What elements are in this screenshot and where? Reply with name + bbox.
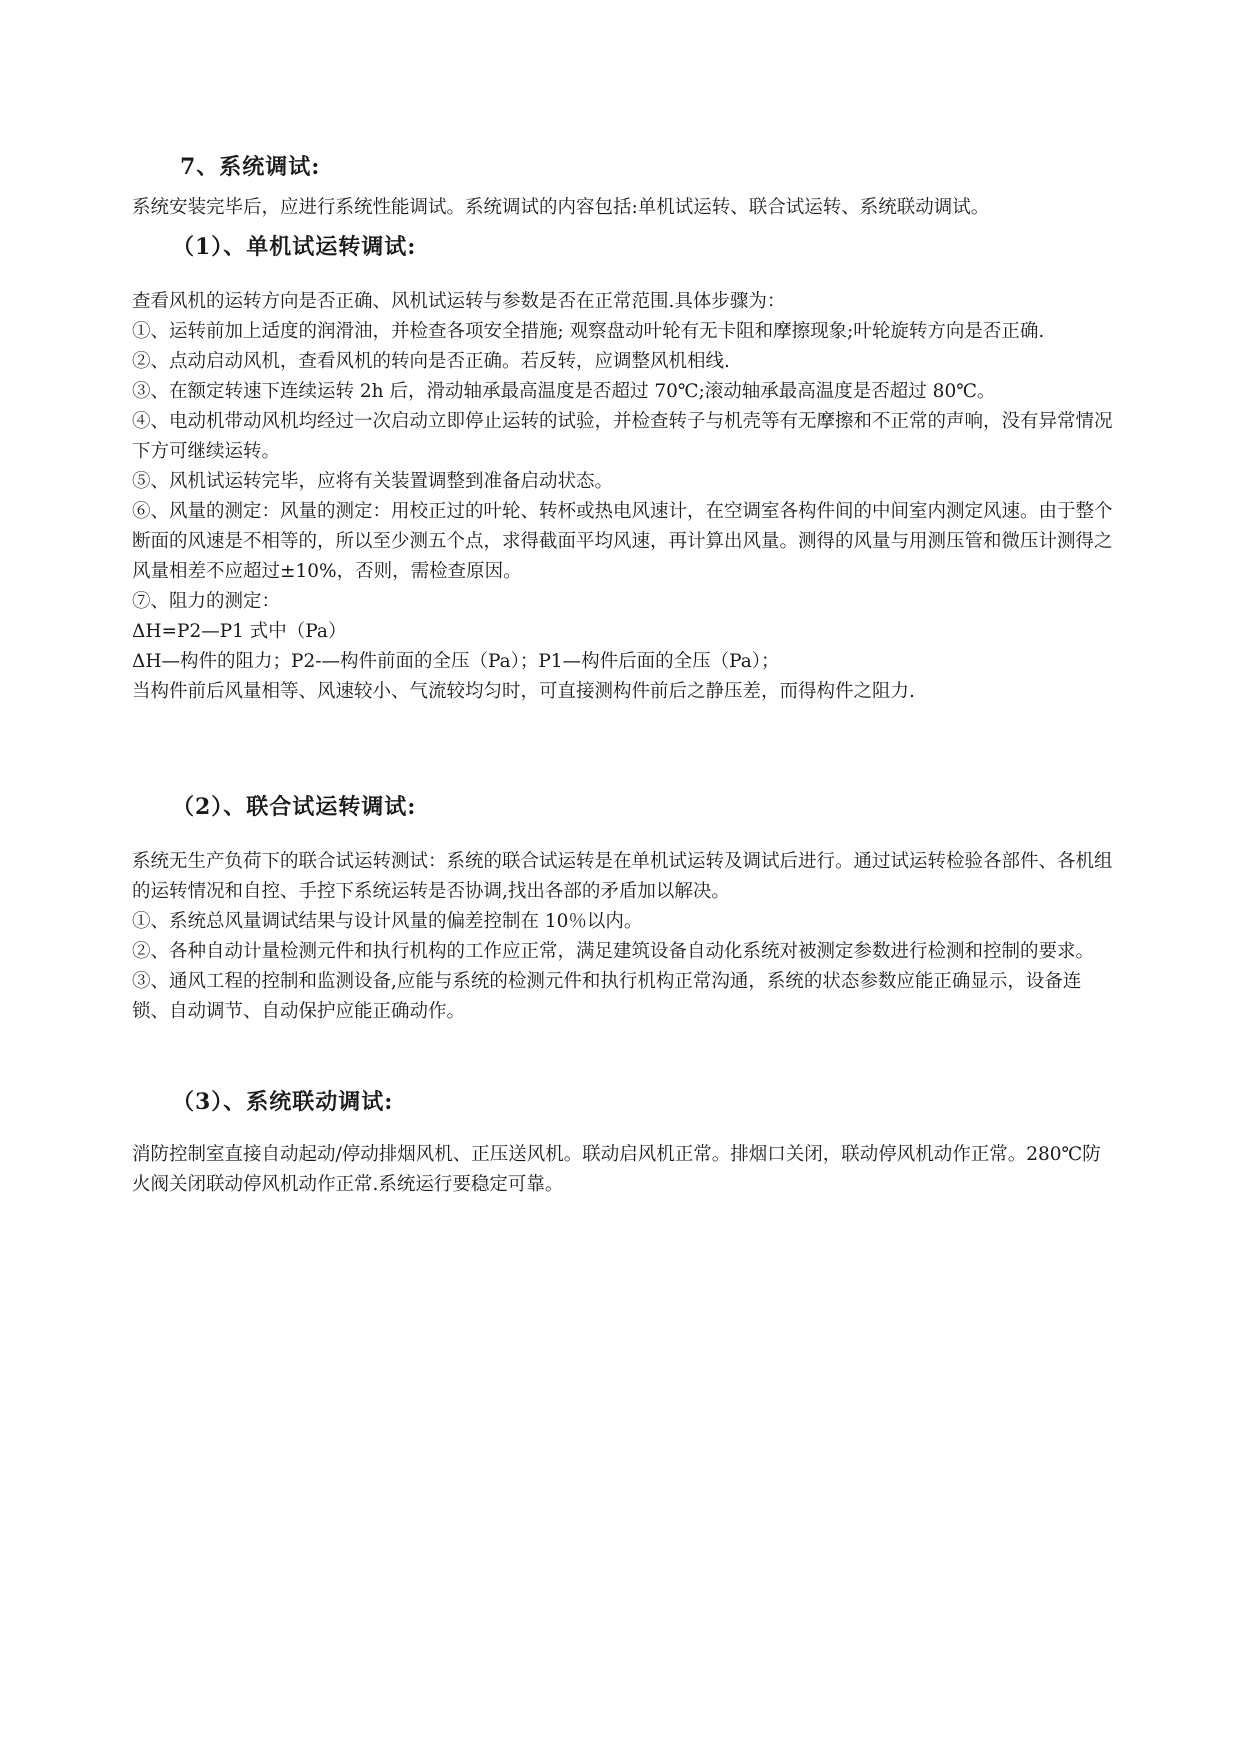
paragraph: 消防控制室直接自动起动/停动排烟风机、正压送风机。联动启风机正常。排烟口关闭，联动停风机动作正常。280℃防火阀关闭联动停风机动作正常.系统运行要稳定可靠。 [132,1144,1101,1195]
paragraph: 查看风机的运转方向是否正确、风机试运转与参数是否在正常范围.具体步骤为： [132,291,786,312]
paragraph: ①、运转前加上适度的润滑油，并检查各项安全措施; 观察盘动叶轮有无卡阻和摩擦现象;叶轮旋转方向是否正确. [132,321,1045,342]
formula-definition: ΔH—构件的阻力；P2-—构件前面的全压（Pa）；P1—构件后面的全压（Pa）； [132,651,780,672]
formula-line: ΔH=P2—P1 式中（Pa） [132,621,347,642]
paragraph: ⑦、阻力的测定： [132,591,281,612]
paragraph: 系统无生产负荷下的联合试运转测试：系统的联合试运转是在单机试运转及调试后进行。通过试运转检验各部件、各机组的运转情况和自控、手控下系统运转是否协调,找出各部的矛盾加以解决。 [132,851,1113,902]
section-intro [132,193,1117,223]
subsection-2-title: （2）、联合试运转调试: [172,794,417,820]
paragraph: ④、电动机带动风机均经过一次启动立即停止运转的试验，并检查转子与机壳等有无摩擦和不正常的声响，没有异常情况下方可继续运转。 [132,411,1113,462]
paragraph: 当构件前后风量相等、风速较小、气流较均匀时，可直接测构件前后之静压差，而得构件之阻力. [132,681,915,702]
paragraph: ⑥、风量的测定：风量的测定：用校正过的叶轮、转杯或热电风速计，在空调室各构件间的中间室内测定风速。由于整个断面的风速是不相等的，所以至少测五个点，求得截面平均风速，再计算出风量。测得的风量与用测压管和微压计测得之风量相差不应超过±10%，否则，需检查原因。 [132,501,1113,582]
subsection-3-title: （3）、系统联动调试: [172,1089,394,1115]
subsection-1-body [132,287,1117,707]
paragraph: ②、点动启动风机，查看风机的转向是否正确。若反转，应调整风机相线. [132,351,730,372]
paragraph: ③、通风工程的控制和监测设备,应能与系统的检测元件和执行机构正常沟通，系统的状态参数应能正确显示，设备连锁、自动调节、自动保护应能正确动作。 [132,971,1082,1022]
paragraph: ③、在额定转速下连续运转 2h 后，滑动轴承最高温度是否超过 70℃;滚动轴承最高温度是否超过 80℃。 [132,381,996,402]
subsection-1-title: （1）、单机试运转调试: [172,234,417,260]
subsection-3-body [132,1140,1117,1200]
paragraph: ②、各种自动计量检测元件和执行机构的工作应正常，满足建筑设备自动化系统对被测定参数进行检测和控制的要求。 [132,941,1095,962]
section-title: 7、系统调试: [180,154,321,180]
paragraph: ①、系统总风量调试结果与设计风量的偏差控制在 10％以内。 [132,911,643,932]
intro-paragraph: 系统安装完毕后，应进行系统性能调试。系统调试的内容包括:单机试运转、联合试运转、系统联动调试。 [132,197,990,218]
paragraph: ⑤、风机试运转完毕，应将有关装置调整到准备启动状态。 [132,471,614,492]
subsection-2-body [132,847,1117,1027]
